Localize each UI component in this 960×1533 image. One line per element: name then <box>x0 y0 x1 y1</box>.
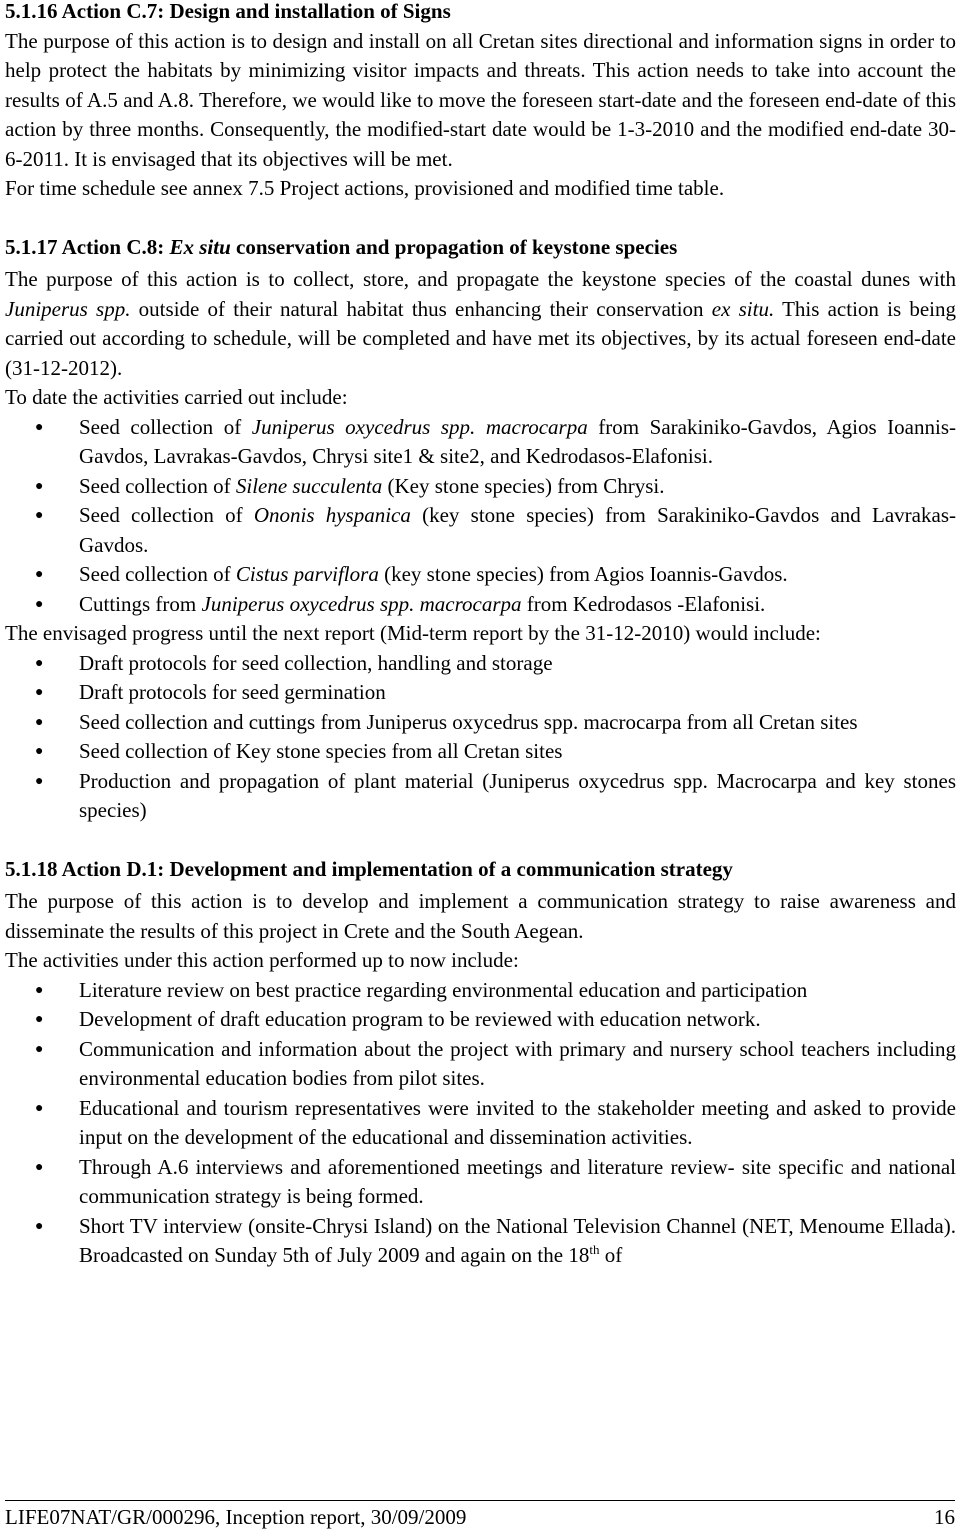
bullet-icon: ● <box>35 1041 44 1057</box>
section-heading-c7: 5.1.16 Action C.7: Design and installation of Signs <box>5 0 451 23</box>
list-item: ● Seed collection of Ononis hyspanica (key stone species) from Sarakiniko-Gavdos and Lavrakas-Gavdos. <box>35 503 956 557</box>
list-item: ● Seed collection of Key stone species from all Cretan sites <box>5 737 956 767</box>
list-item: ● Seed collection and cuttings from Juniperus oxycedrus spp. macrocarpa from all Cretan sites <box>5 708 956 738</box>
bullet-icon: ● <box>35 596 44 612</box>
list-item: ● Literature review on best practice regarding environmental education and participation <box>5 976 956 1006</box>
paragraph-c8-progress-intro: The envisaged progress until the next report (Mid-term report by the 31-12-2010) would include: <box>5 621 821 645</box>
list-item: ● Short TV interview (onsite-Chrysi Island) on the National Television Channel (NET, Menoume Ellada). Broadcasted on Sunday 5th of July 2009 and again on the 18th of <box>35 1213 956 1267</box>
bullet-icon: ● <box>35 982 44 998</box>
list-item: ● Educational and tourism representatives were invited to the stakeholder meeting and asked to provide input on the development of the educational and dissemination activities. <box>35 1095 956 1149</box>
list-item: ● Cuttings from Juniperus oxycedrus spp. macrocarpa from Kedrodasos -Elafonisi. <box>5 590 956 620</box>
list-c8-progress <box>5 649 956 826</box>
paragraph-c8-purpose: The purpose of this action is to collect, store, and propagate the keystone species of the coastal dunes with Juniperus spp. outside of their natural habitat thus enhancing their conservation ex situ. This action is being carried out according to schedule, will be completed and have met its objectives, by its actual foreseen end-date (31-12-2012). <box>5 267 957 380</box>
paragraph-c7-schedule: For time schedule see annex 7.5 Project actions, provisioned and modified time table. <box>5 176 725 200</box>
section-heading-c8: 5.1.17 Action C.8: Ex situ conservation and propagation of keystone species <box>5 234 678 259</box>
bullet-icon: ● <box>35 419 44 435</box>
list-item: ● Development of draft education program to be reviewed with education network. <box>5 1005 956 1035</box>
bullet-icon: ● <box>35 567 44 582</box>
paragraph-c8-activities-intro: To date the activities carried out include: <box>5 385 348 409</box>
bullet-icon: ● <box>35 1012 44 1027</box>
bullet-icon: ● <box>35 1100 44 1116</box>
list-item: ● Seed collection of Silene succulenta (Key stone species) from Chrysi. <box>5 472 956 502</box>
page-footer <box>5 1500 955 1532</box>
bullet-icon: ● <box>35 478 44 494</box>
list-item: ● Seed collection of Cistus parviflora (key stone species) from Agios Ioannis-Gavdos. <box>5 560 956 590</box>
list-c8-activities <box>5 413 956 620</box>
paragraph-d1-purpose: The purpose of this action is to develop and implement a communication strategy to raise awareness and disseminate the results of this project in Crete and the South Aegean. <box>5 889 956 943</box>
page-content <box>5 0 956 1271</box>
section-heading-d1: 5.1.18 Action D.1: Development and implementation of a communication strategy <box>5 856 733 881</box>
bullet-icon: ● <box>35 508 44 523</box>
footer-report-id: LIFE07NAT/GR/000296, Inception report, 30/09/2009 <box>5 1505 467 1529</box>
list-item: ● Through A.6 interviews and aforementioned meetings and literature review- site specific and national communication strategy is being formed. <box>35 1154 956 1208</box>
bullet-icon: ● <box>35 714 44 730</box>
paragraph-d1-activities-intro: The activities under this action performed up to now include: <box>5 948 519 972</box>
bullet-icon: ● <box>35 655 44 671</box>
bullet-icon: ● <box>35 685 44 700</box>
list-item: ● Production and propagation of plant material (Juniperus oxycedrus spp. Macrocarpa and key stones species) <box>35 768 956 822</box>
bullet-icon: ● <box>35 1159 44 1175</box>
bullet-icon: ● <box>35 744 44 759</box>
list-d1-activities <box>5 976 956 1271</box>
list-item: ● Communication and information about the project with primary and nursery school teachers including environmental education bodies from pilot sites. <box>35 1036 956 1090</box>
bullet-icon: ● <box>35 773 44 789</box>
bullet-icon: ● <box>35 1218 44 1234</box>
list-item: ● Draft protocols for seed collection, handling and storage <box>5 649 956 679</box>
list-item: ● Draft protocols for seed germination <box>5 678 956 708</box>
page-number: 16 <box>934 1505 955 1529</box>
paragraph-c7-purpose: The purpose of this action is to design and install on all Cretan sites directional and information signs in order to help protect the habitats by minimizing visitor impacts and threats. This action needs to take into account the results of A.5 and A.8. Therefore, we would like to move the foreseen start-date and the foreseen end-date of this action by three months. Consequently, the modified-start date would be 1-3-2010 and the modified end-date 30-6-2011. It is envisaged that its objectives will be met. <box>5 28 956 171</box>
list-item: ● Seed collection of Juniperus oxycedrus spp. macrocarpa from Sarakiniko-Gavdos, Agios Ioannis-Gavdos, Lavrakas-Gavdos, Chrysi site1 & site2, and Kedrodasos-Elafonisi. <box>35 414 956 468</box>
